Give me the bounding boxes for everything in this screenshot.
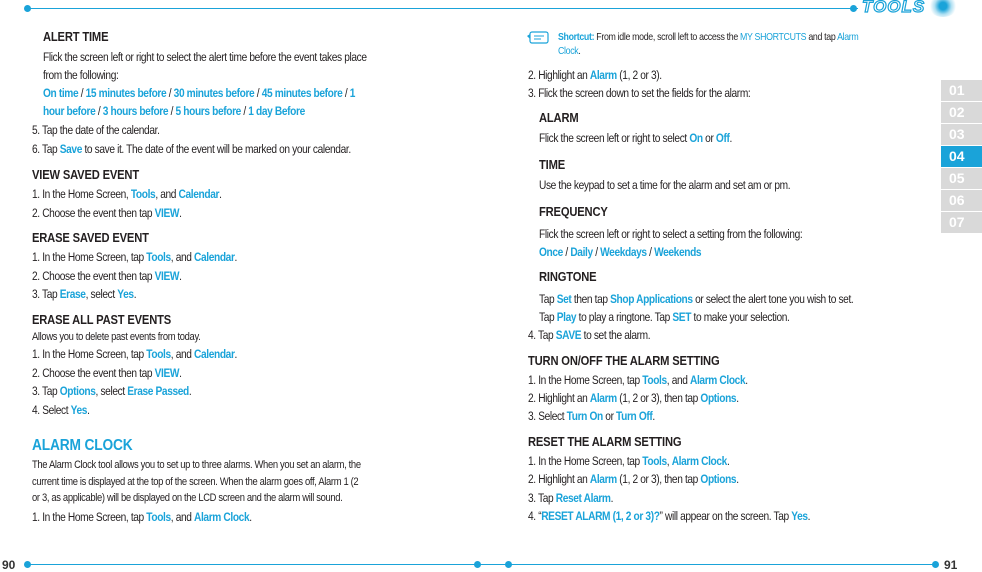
erase-saved-step-3 xyxy=(32,285,136,303)
option-separator: / xyxy=(254,86,262,100)
step-tools: Tools xyxy=(642,454,667,468)
alarm-field-desc xyxy=(539,129,732,147)
step-text: 2. Choose the event then tap xyxy=(32,269,155,283)
step-text: , and xyxy=(170,510,195,524)
step-view: VIEW xyxy=(154,206,180,220)
option-save: SAVE xyxy=(555,328,582,342)
step-6-text: 6. Tap xyxy=(32,142,60,156)
step-text: , and xyxy=(170,347,195,361)
step-text: . xyxy=(219,187,222,201)
step-text: 2. Highlight an xyxy=(528,472,590,486)
page-number-right: 91 xyxy=(944,558,958,572)
shortcut-line1 xyxy=(558,29,858,45)
step-text: 2. Choose the event then tap xyxy=(32,366,155,380)
chapter-tabs xyxy=(941,80,982,234)
step-text: , and xyxy=(155,187,179,201)
option-off: Off xyxy=(715,131,730,145)
view-saved-step-1 xyxy=(32,185,222,203)
shortcut-alarm: Alarm xyxy=(837,31,859,43)
reset-step-2 xyxy=(528,470,739,488)
step-calendar: Calendar xyxy=(178,187,220,201)
step-text: 4. Select xyxy=(32,403,71,417)
step-text: to play a ringtone. Tap xyxy=(576,310,673,324)
alert-time-desc-line2: from the following: xyxy=(43,68,119,82)
view-saved-event-heading: VIEW SAVED EVENT xyxy=(32,167,140,182)
option-weekdays: Weekdays xyxy=(600,245,647,259)
option-15-minutes-before: 15 minutes before xyxy=(85,86,167,100)
alert-time-desc-line1: Flick the screen left or right to select the alert time before the event takes place xyxy=(43,50,367,64)
chapter-tab-03[interactable]: 03 xyxy=(941,124,982,145)
frequency-options xyxy=(539,243,701,261)
step-erase-passed: Erase Passed xyxy=(127,384,189,398)
header-glow-icon xyxy=(928,0,958,17)
step-6 xyxy=(32,140,351,158)
shortcut-text: and tap xyxy=(806,31,838,43)
option-on-time: On time xyxy=(43,86,79,100)
step-text: . xyxy=(736,472,739,486)
right-step-4 xyxy=(528,326,650,344)
alarm-clock-heading: ALARM CLOCK xyxy=(32,437,133,454)
step-text: . xyxy=(234,250,238,264)
step-text: . xyxy=(729,131,732,145)
shortcut-my-shortcuts: MY SHORTCUTS xyxy=(740,31,807,43)
chapter-tab-02[interactable]: 02 xyxy=(941,102,982,123)
erase-all-step-1 xyxy=(32,345,237,363)
step-text: ” will appear on the screen. Tap xyxy=(659,509,792,523)
turn-onoff-step-1 xyxy=(528,371,748,389)
step-tools: Tools xyxy=(146,510,171,524)
view-saved-step-2 xyxy=(32,204,182,222)
option-once: Once xyxy=(539,245,563,259)
ringtone-line-2 xyxy=(539,308,789,326)
step-text: 2. Highlight an xyxy=(528,391,590,405)
step-yes: Yes xyxy=(70,403,88,417)
option-separator: / xyxy=(646,245,655,259)
reset-step-4 xyxy=(528,507,810,525)
footer-rule-start-dot xyxy=(24,561,31,568)
shortcut-text: From idle mode, scroll left to access the xyxy=(594,31,741,43)
step-text: , and xyxy=(170,250,195,264)
option-separator: / xyxy=(592,245,601,259)
step-text: , select xyxy=(95,384,128,398)
step-text: . xyxy=(179,366,182,380)
erase-saved-event-heading: ERASE SAVED EVENT xyxy=(32,230,149,245)
shortcut-line2 xyxy=(558,43,581,59)
step-yes: Yes xyxy=(791,509,808,523)
erase-all-intro: Allows you to delete past events from today. xyxy=(32,331,201,343)
step-6-text-end: to save it. The date of the event will be marked on your calendar. xyxy=(81,142,351,156)
alarm-field-heading: ALARM xyxy=(539,110,579,125)
step-options: Options xyxy=(700,472,737,486)
chapter-tab-04[interactable]: 04 xyxy=(941,146,982,167)
alarm-clock-desc-line2: current time is displayed at the top of the screen. When the alarm goes off, Alarm 1 (2 xyxy=(32,476,359,488)
step-alarm-clock: Alarm Clock xyxy=(194,510,250,524)
erase-all-step-4 xyxy=(32,401,90,419)
option-separator: / xyxy=(78,86,86,100)
chapter-tab-01[interactable]: 01 xyxy=(941,80,982,101)
footer-rule-mid-left-dot xyxy=(474,561,481,568)
step-5: 5. Tap the date of the calendar. xyxy=(32,123,160,137)
reset-step-3 xyxy=(528,489,613,507)
step-text: . xyxy=(652,409,655,423)
step-tools: Tools xyxy=(642,373,667,387)
option-daily: Daily xyxy=(570,245,593,259)
step-text: to set the alarm. xyxy=(581,328,651,342)
footer-rule-end-dot xyxy=(932,561,939,568)
option-separator: / xyxy=(168,104,176,118)
step-text: (1, 2 or 3), then tap xyxy=(616,472,701,486)
step-text: . xyxy=(249,510,252,524)
option-separator: / xyxy=(166,86,174,100)
step-text: Tap xyxy=(539,310,557,324)
step-calendar: Calendar xyxy=(194,250,235,264)
option-weekends: Weekends xyxy=(654,245,702,259)
frequency-field-desc: Flick the screen left or right to select a setting from the following: xyxy=(539,227,803,241)
header-rule xyxy=(28,8,858,9)
footer-rule xyxy=(28,564,936,565)
step-text: . xyxy=(807,509,811,523)
step-tools: Tools xyxy=(130,187,156,201)
step-text: . xyxy=(234,347,238,361)
option-1-day-before: 1 day Before xyxy=(248,104,305,118)
option-5-hours-before: 5 hours before xyxy=(175,104,241,118)
page-number-left: 90 xyxy=(2,558,16,572)
step-text: or xyxy=(602,409,617,423)
right-step-2 xyxy=(528,66,662,84)
step-text: . xyxy=(736,391,739,405)
chapter-tab-06[interactable]: 06 xyxy=(941,190,982,211)
step-reset-alarm-prompt: RESET ALARM (1, 2 or 3)? xyxy=(541,509,660,523)
turn-onoff-step-2 xyxy=(528,389,739,407)
step-turn-off: Turn Off xyxy=(616,409,653,423)
step-alarm: Alarm xyxy=(589,68,617,82)
ringtone-field-heading: RINGTONE xyxy=(539,269,597,284)
erase-all-step-2 xyxy=(32,364,182,382)
time-field-desc: Use the keypad to set a time for the alarm and set am or pm. xyxy=(539,178,791,192)
step-text: , select xyxy=(85,287,118,301)
erase-saved-step-1 xyxy=(32,248,237,266)
step-text: . xyxy=(745,373,748,387)
turn-onoff-step-3 xyxy=(528,407,655,425)
step-yes: Yes xyxy=(117,287,134,301)
time-field-heading: TIME xyxy=(539,157,566,172)
step-options: Options xyxy=(700,391,737,405)
turn-onoff-heading: TURN ON/OFF THE ALARM SETTING xyxy=(528,353,720,368)
step-turn-on: Turn On xyxy=(566,409,603,423)
erase-all-past-events-heading: ERASE ALL PAST EVENTS xyxy=(32,312,172,327)
header-rule-start-dot xyxy=(24,5,31,12)
step-alarm: Alarm xyxy=(589,391,617,405)
option-3-hours-before: 3 hours before xyxy=(102,104,169,118)
step-tools: Tools xyxy=(146,347,171,361)
step-text: . xyxy=(610,491,614,505)
chapter-tab-07[interactable]: 07 xyxy=(941,212,982,233)
shortcut-icon xyxy=(526,30,552,46)
step-text: Tap xyxy=(539,292,557,306)
step-erase: Erase xyxy=(59,287,86,301)
step-text: . xyxy=(188,384,192,398)
option-on: On xyxy=(689,131,703,145)
step-text: to make your selection. xyxy=(691,310,790,324)
option-1-hour-before-part1: 1 xyxy=(349,86,356,100)
step-text: , and xyxy=(666,373,691,387)
option-set-upper: SET xyxy=(672,310,692,324)
step-text: 3. Tap xyxy=(32,384,60,398)
option-separator: / xyxy=(95,104,103,118)
step-text: 3. Tap xyxy=(528,491,556,505)
step-text: . xyxy=(179,206,182,220)
step-calendar: Calendar xyxy=(194,347,235,361)
header-rule-end-dot xyxy=(850,5,857,12)
step-alarm-clock: Alarm Clock xyxy=(671,454,727,468)
option-set: Set xyxy=(556,292,572,306)
option-45-minutes-before: 45 minutes before xyxy=(261,86,343,100)
step-text: 1. In the Home Screen, tap xyxy=(528,454,643,468)
step-text: (1, 2 or 3). xyxy=(616,68,662,82)
step-alarm: Alarm xyxy=(589,472,617,486)
reset-step-1 xyxy=(528,452,729,470)
step-text: 2. Highlight an xyxy=(528,68,590,82)
alarm-clock-desc-line1: The Alarm Clock tool allows you to set up to three alarms. When you set an alarm, the xyxy=(32,459,361,471)
step-text: Flick the screen left or right to select xyxy=(539,131,690,145)
option-30-minutes-before: 30 minutes before xyxy=(173,86,255,100)
step-text: 3. Tap xyxy=(32,287,60,301)
alarm-clock-step-1 xyxy=(32,508,252,526)
step-text: 1. In the Home Screen, tap xyxy=(32,347,147,361)
option-separator: / xyxy=(562,245,571,259)
step-text: or xyxy=(702,131,716,145)
erase-saved-step-2 xyxy=(32,267,182,285)
step-text: . xyxy=(179,269,182,283)
step-text: 3. Select xyxy=(528,409,567,423)
alert-time-options-line1 xyxy=(43,84,355,102)
reset-alarm-heading: RESET THE ALARM SETTING xyxy=(528,434,682,449)
step-tools: Tools xyxy=(146,250,171,264)
step-text: then tap xyxy=(571,292,611,306)
step-text: . xyxy=(726,454,730,468)
alert-time-options-line2 xyxy=(43,102,305,120)
step-text: 1. In the Home Screen, tap xyxy=(528,373,643,387)
step-text: 4. “ xyxy=(528,509,542,523)
step-view: VIEW xyxy=(154,366,180,380)
step-options: Options xyxy=(59,384,96,398)
option-shop-applications: Shop Applications xyxy=(610,292,693,306)
frequency-field-heading: FREQUENCY xyxy=(539,204,608,219)
erase-all-step-3 xyxy=(32,382,191,400)
step-text: . xyxy=(133,287,137,301)
option-separator: / xyxy=(342,86,350,100)
alarm-clock-desc-line3: or 3, as applicable) will be displayed on the LCD screen and the alarm will sound. xyxy=(32,492,343,504)
footer-rule-mid-right-dot xyxy=(505,561,512,568)
section-title: TOOLS xyxy=(862,0,926,16)
step-text: 1. In the Home Screen, tap xyxy=(32,250,147,264)
shortcut-label: Shortcut: xyxy=(558,31,595,43)
shortcut-clock: Clock xyxy=(558,45,579,57)
step-text: 4. Tap xyxy=(528,328,556,342)
step-text: 1. In the Home Screen, tap xyxy=(32,510,147,524)
step-text: 1. In the Home Screen, xyxy=(32,187,131,201)
step-6-save: Save xyxy=(59,142,82,156)
step-text: 2. Choose the event then tap xyxy=(32,206,155,220)
ringtone-line-1 xyxy=(539,290,853,308)
option-separator: / xyxy=(240,104,249,118)
step-text: . xyxy=(87,403,90,417)
alert-time-heading: ALERT TIME xyxy=(43,29,109,44)
chapter-tab-05[interactable]: 05 xyxy=(941,168,982,189)
step-text: (1, 2 or 3), then tap xyxy=(616,391,701,405)
step-reset-alarm: Reset Alarm xyxy=(555,491,611,505)
step-alarm-clock: Alarm Clock xyxy=(690,373,746,387)
right-step-3: 3. Flick the screen down to set the fields for the alarm: xyxy=(528,86,751,100)
step-text: , xyxy=(666,454,672,468)
option-1-hour-before-part2: hour before xyxy=(43,104,96,118)
step-text: or select the alert tone you wish to set. xyxy=(692,292,854,306)
step-view: VIEW xyxy=(154,269,180,283)
option-play: Play xyxy=(556,310,577,324)
shortcut-text: . xyxy=(578,45,581,57)
